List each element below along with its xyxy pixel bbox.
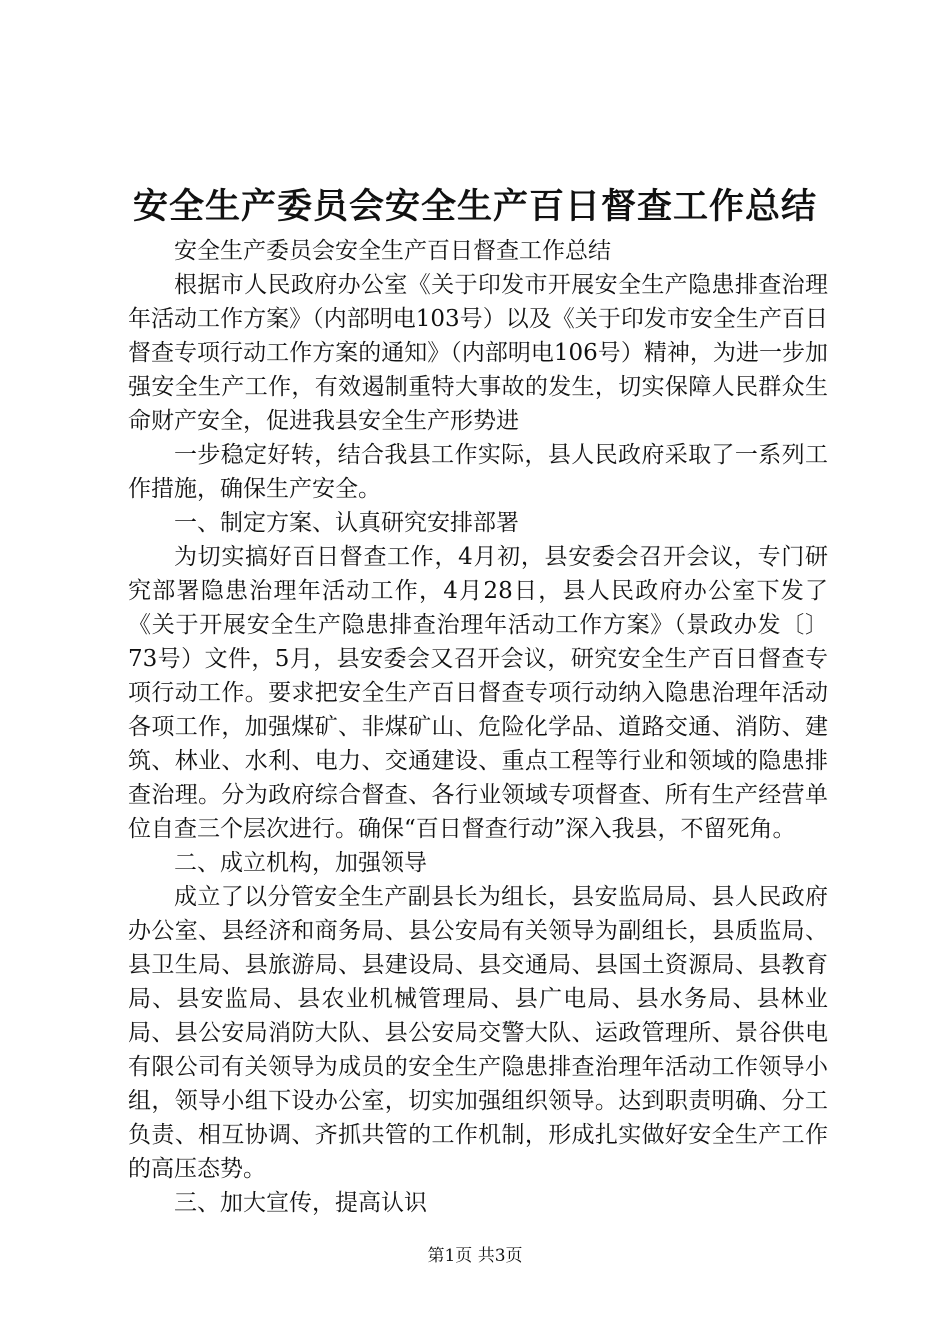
subtitle-paragraph: 安全生产委员会安全生产百日督查工作总结 (174, 238, 611, 264)
document-title: 安全生产委员会安全生产百日督查工作总结 (132, 186, 817, 227)
page-number-footer: 第1页 共3页 (427, 1246, 523, 1266)
document-body (128, 234, 828, 1220)
section-heading: 一、制定方案、认真研究安排部署 (174, 510, 519, 536)
section-heading: 二、成立机构，加强领导 (174, 850, 427, 876)
body-paragraph: 一步稳定好转，结合我县工作实际，县人民政府采取了一系列工作措施，确保生产安全。 (128, 442, 828, 502)
body-paragraph: 根据市人民政府办公室《关于印发市开展安全生产隐患排查治理年活动工作方案》（内部明电103号）以及《关于印发市安全生产百日督查专项行动工作方案的通知》（内部明电106号）精神，为进一步加强安全生产工作，有效遏制重特大事故的发生，切实保障人民群众生命财产安全，促进我县安全生产形势进 (128, 272, 828, 434)
body-paragraph: 为切实搞好百日督查工作，4月初，县安委会召开会议，专门研究部署隐患治理年活动工作，4月28日，县人民政府办公室下发了《关于开展安全生产隐患排查治理年活动工作方案》（景政办发〔〕73号）文件，5月，县安委会又召开会议，研究安全生产百日督查专项行动工作。要求把安全生产百日督查专项行动纳入隐患治理年活动各项工作，加强煤矿、非煤矿山、危险化学品、道路交通、消防、建筑、林业、水利、电力、交通建设、重点工程等行业和领域的隐患排查治理。分为政府综合督查、各行业领域专项督查、所有生产经营单位自查三个层次进行。确保“百日督查行动”深入我县，不留死角。 (128, 544, 828, 842)
body-paragraph: 成立了以分管安全生产副县长为组长，县安监局局、县人民政府办公室、县经济和商务局、县公安局有关领导为副组长，县质监局、县卫生局、县旅游局、县建设局、县交通局、县国土资源局、县教育局、县安监局、县农业机械管理局、县广电局、县水务局、县林业局、县公安局消防大队、县公安局交警大队、运政管理所、景谷供电有限公司有关领导为成员的安全生产隐患排查治理年活动工作领导小组，领导小组下设办公室，切实加强组织领导。达到职责明确、分工负责、相互协调、齐抓共管的工作机制，形成扎实做好安全生产工作的高压态势。 (128, 884, 828, 1182)
section-heading: 三、加大宣传，提高认识 (174, 1190, 427, 1216)
